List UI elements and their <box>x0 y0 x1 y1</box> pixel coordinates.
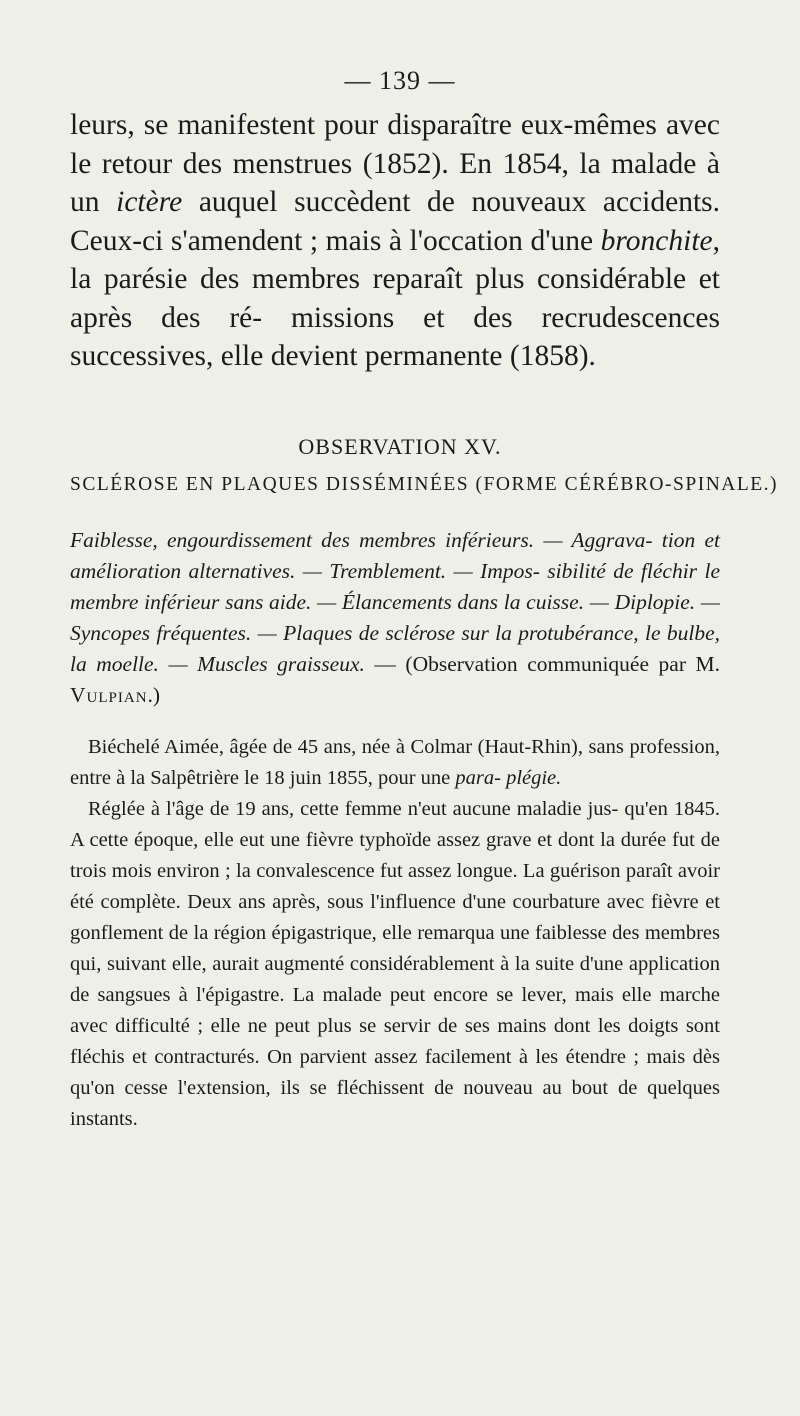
page-number: — 139 — <box>344 66 456 95</box>
observation-body <box>70 732 720 1135</box>
intro-text-part-1: leurs, se manifestent pour disparaître eux-mêmes avec le retour des menstrues (1852). En 1854, la malade à un <box>70 109 720 218</box>
observation-title: SCLÉROSE EN PLAQUES DISSÉMINÉES (FORME CÉRÉBRO-SPINALE.) <box>70 474 779 495</box>
summary-symptoms: Faiblesse, engourdissement des membres inférieurs. — Aggrava- tion et amélioration alternatives. — Tremblement. — Impos- sibilité de fléchir le membre inférieur sans aide. — Élancements dans la cuisse. — Diplopie. — Syncopes fréquentes. — Plaques de sclérose sur la protubérance, le bulbe, la moelle. — Muscles graisseux. <box>70 528 720 676</box>
summary-text <box>70 525 720 711</box>
summary-author: Vulpian <box>70 683 148 707</box>
observation-summary <box>70 525 720 711</box>
observation-heading: OBSERVATION XV. <box>298 434 502 459</box>
intro-text-part-3: , la parésie des membres reparaît plus considérable et après des ré- missions et des recrudescences successives, elle devient permanente (1858). <box>70 224 720 372</box>
intro-term-bronchite: bronchite <box>600 224 713 257</box>
summary-end: .) <box>147 683 161 707</box>
intro-text <box>70 106 720 376</box>
body-paragraph-1 <box>70 732 720 794</box>
intro-text-part-2: auquel succèdent de nouveaux accidents. Ceux-ci s'amendent ; mais à l'occation d'une <box>70 186 720 257</box>
intro-paragraph <box>70 106 720 376</box>
body-paragraph-2: Réglée à l'âge de 19 ans, cette femme n'eut aucune maladie jus- qu'en 1845. A cette époque, elle eut une fièvre typhoïde assez grave et dont la durée fut de trois mois environ ; la convalescence fut assez longue. La guérison paraît avoir été complète. Deux ans après, sous l'influence d'une courbature avec fièvre et gonflement de la région épigastrique, elle remarqua une faiblesse des membres qui, suivant elle, aurait augmenté considérablement à la suite d'une application de sangsues à l'épigastre. La malade peut encore se lever, mais elle marche avec difficulté ; elle ne peut plus se servir de ses mains dont les doigts sont fléchis et contracturés. On parvient assez facilement à les étendre ; mais dès qu'on cesse l'extension, ils se fléchissent de nouveau au bout de quelques instants. <box>70 798 720 1130</box>
body-paragraph-1-text: Biéchelé Aimée, âgée de 45 ans, née à Colmar (Haut-Rhin), sans profession, entre à la Salpêtrière le 18 juin 1855, pour une <box>70 736 720 789</box>
summary-note: — (Observation communiquée par M. <box>364 652 720 676</box>
body-term-paraplegie: para- plégie. <box>455 767 562 789</box>
intro-term-ictere: ictère <box>116 186 183 218</box>
